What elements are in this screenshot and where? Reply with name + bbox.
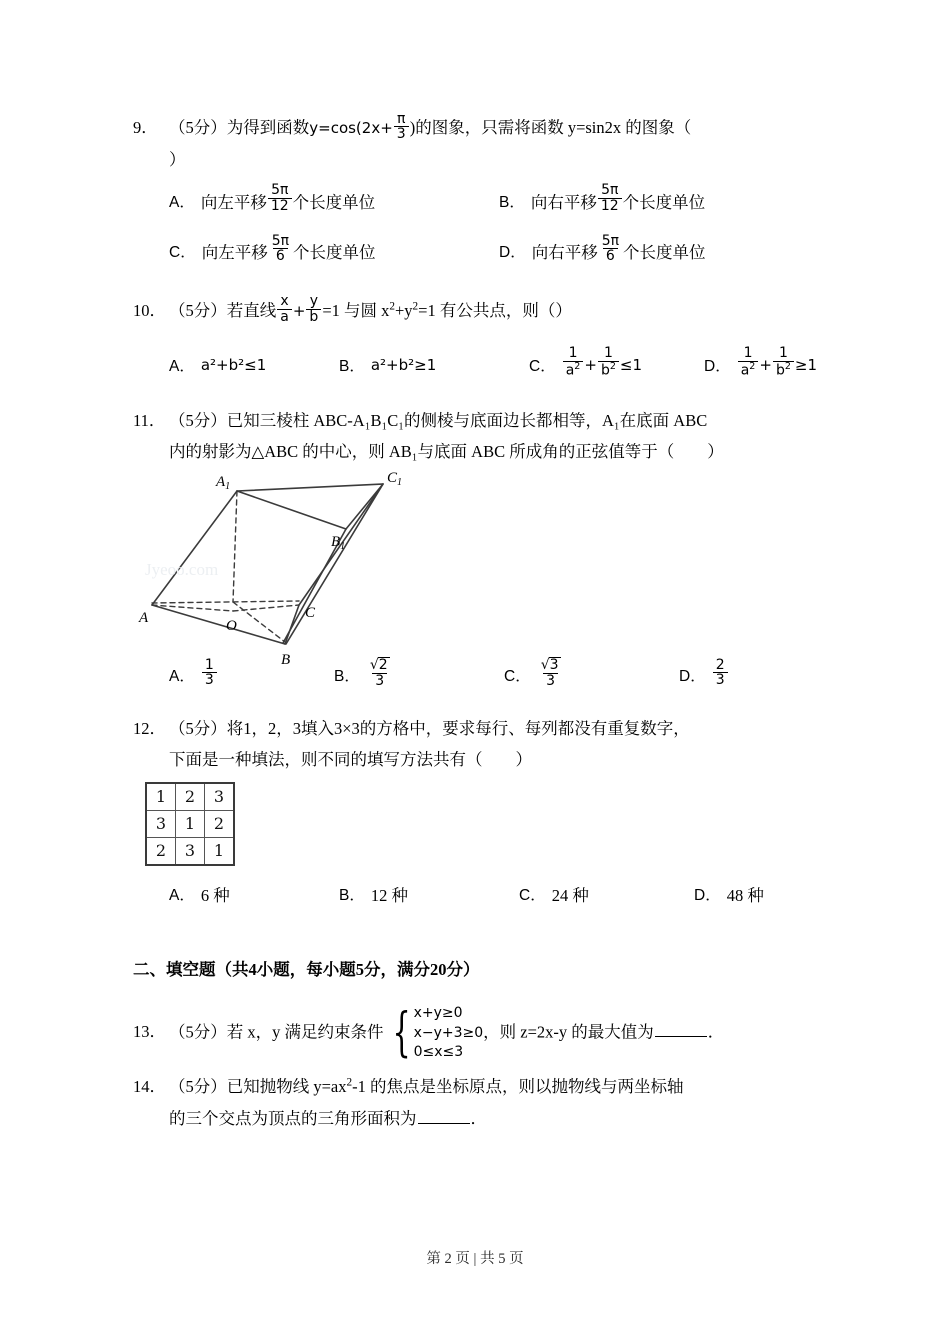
edge-a1-o-altitude <box>233 491 237 602</box>
question-13-stem <box>133 1004 823 1064</box>
edge-a1-a <box>152 491 237 605</box>
question-10-plus: + <box>292 301 306 320</box>
question-12-line1: 将1，2，3填入3×3的方格中，要求每行、每列都没有重复数字， <box>226 719 690 738</box>
option-d-op: + <box>759 355 772 374</box>
left-brace-icon: { <box>391 1002 411 1063</box>
question-14-line1-a: 已知抛物线 y=ax <box>226 1077 347 1097</box>
vertex-label-c: C <box>305 604 316 621</box>
option-label-a: A． <box>169 668 195 686</box>
option-label-c: C． <box>504 668 531 686</box>
option-label-d: D． <box>499 244 526 262</box>
edge-c1-b <box>286 484 383 644</box>
question-11 <box>133 405 823 468</box>
option-label-c: C． <box>529 357 556 375</box>
option-b-fraction: $\frac{5\pi}{12}$ <box>598 183 622 213</box>
page-content <box>133 0 823 1134</box>
question-14-line2-a: 的三个交点为顶点的三角形面积为 <box>169 1108 417 1128</box>
option-label-a: A． <box>169 357 195 375</box>
question-14-line2-b: ． <box>470 1108 487 1128</box>
question-10-fraction-y-b: $\frac{y}{b}$ <box>306 294 321 324</box>
question-13-stem-pre: 若 x，y 满足约束条件 <box>226 1022 384 1042</box>
grid-cell: 3 <box>146 810 176 837</box>
option-b-pre: 向右平移 <box>530 192 597 212</box>
grid-cell: 3 <box>205 783 235 811</box>
question-12-line2: 下面是一种填法，则不同的填写方法共有（ ） <box>169 750 532 770</box>
option-d-pre: 向右平移 <box>531 243 598 263</box>
question-10-stem-pre: 若直线 <box>226 300 277 320</box>
question-9-option-d[interactable] <box>499 232 706 266</box>
table-row <box>146 783 234 811</box>
question-10-stem <box>133 295 823 327</box>
question-9-options-row-1 <box>133 182 823 216</box>
grid-cell: 3 <box>176 837 205 865</box>
question-11-stem-line-2 <box>133 436 823 467</box>
question-12-option-c[interactable] <box>519 882 694 906</box>
option-label-b: B． <box>334 668 360 686</box>
question-10-option-c[interactable] <box>529 345 704 381</box>
option-label-b: B． <box>339 886 365 904</box>
question-9-fraction: $\frac{\pi}{3}$ <box>394 112 409 142</box>
question-10-stem-mid2: +y <box>394 300 413 320</box>
edge-a-b <box>152 605 285 644</box>
option-d-post: 个长度单位 <box>623 243 706 263</box>
question-9-option-c[interactable] <box>169 232 499 266</box>
question-13 <box>133 1004 823 1064</box>
question-11-stem-line-1 <box>133 405 823 436</box>
answer-blank[interactable] <box>655 1021 707 1037</box>
question-10-stem-end: ） <box>555 300 572 320</box>
vertex-label-b: B <box>281 651 291 668</box>
question-10-fraction-x-a: $\frac{x}{a}$ <box>277 294 292 324</box>
vertex-label-o: O <box>226 617 237 634</box>
system-row-3: 0≤x≤3 <box>413 1044 464 1061</box>
option-a-text: a²+b²≤1 <box>200 355 267 374</box>
option-d-fraction: $\frac{2}{3}$ <box>713 658 728 688</box>
option-label-d: D． <box>694 886 721 904</box>
option-a-text: 6 种 <box>200 885 230 905</box>
option-a-fraction: $\frac{5\pi}{12}$ <box>268 183 292 213</box>
question-9-options-row-2 <box>133 232 823 266</box>
option-c-op: + <box>584 355 597 374</box>
question-12-option-a[interactable] <box>169 882 339 906</box>
question-9-stem <box>133 112 823 144</box>
answer-blank[interactable] <box>418 1107 470 1123</box>
question-9-stem-pre: 为得到函数 <box>226 118 310 137</box>
question-12-stem-line-2 <box>133 744 823 775</box>
question-11-figure <box>133 468 823 668</box>
question-12-stem-line-1 <box>133 713 823 744</box>
grid-cell: 1 <box>146 783 176 811</box>
option-b-text: a²+b²≥1 <box>370 355 437 374</box>
question-14-sup: 2 <box>346 1076 353 1089</box>
option-a-post: 个长度单位 <box>292 192 376 212</box>
option-c-text: 24 种 <box>551 885 589 905</box>
question-9-stem-end-line <box>133 144 823 175</box>
option-label-a: A． <box>169 193 195 211</box>
option-d-fraction-1: $\frac{1}{a^2}$ <box>738 346 759 378</box>
option-label-c: C． <box>169 244 196 262</box>
vertex-label-c1: $C_1$ <box>387 469 403 488</box>
question-14-score: （5分） <box>169 1077 227 1097</box>
question-11-line1: 已知三棱柱 ABC‑A₁B₁C₁的侧棱与底面边长都相等，A₁在底面 ABC <box>226 410 708 430</box>
option-label-b: B． <box>499 193 525 211</box>
option-b-text: 12 种 <box>370 885 408 905</box>
question-9-option-b[interactable] <box>499 182 706 216</box>
question-12-options <box>133 882 823 906</box>
option-c-rel: ≤1 <box>619 355 643 374</box>
option-c-post: 个长度单位 <box>293 243 376 263</box>
question-10-number: 10． <box>133 300 166 320</box>
question-10-sup-1: 2 <box>389 300 395 312</box>
question-14 <box>133 1071 823 1134</box>
question-9-score: （5分） <box>169 118 227 137</box>
question-10-options <box>133 345 823 381</box>
question-10-option-a[interactable] <box>169 354 339 376</box>
vertex-label-b1: $B_1$ <box>331 533 346 552</box>
question-9 <box>133 112 823 176</box>
option-c-pre: 向左平移 <box>201 243 268 263</box>
system-row-1: x+y≥0 <box>413 1004 463 1021</box>
table-row <box>146 810 234 837</box>
question-13-system <box>384 1004 484 1064</box>
question-10-option-b[interactable] <box>339 354 529 376</box>
question-12-option-b[interactable] <box>339 882 519 906</box>
edge-o-c <box>233 605 299 611</box>
grid-cell: 2 <box>176 783 205 811</box>
option-d-fraction-2: $\frac{1}{b^2}$ <box>773 346 794 378</box>
question-14-line1-b: ‑1 的焦点是坐标原点，则以抛物线与两坐标轴 <box>352 1077 684 1097</box>
sqrt-icon: √ <box>540 657 550 674</box>
question-11-line2: 内的射影为△ABC 的中心，则 AB₁与底面 ABC 所成角的正弦值等于（ ） <box>169 442 724 462</box>
question-10 <box>133 295 823 327</box>
option-c-fraction: $\frac{5\pi}{6}$ <box>271 232 290 265</box>
question-13-number: 13． <box>133 1022 166 1042</box>
option-label-b: B． <box>339 357 365 375</box>
system-row-2: x−y+3≥0 <box>413 1024 484 1041</box>
sqrt-icon: √ <box>369 657 379 674</box>
option-a-fraction: $\frac{1}{3}$ <box>202 658 217 688</box>
option-b-fraction: $\frac{√2}{3}$ <box>369 657 388 689</box>
option-label-c: C． <box>519 886 546 904</box>
question-9-formula: y=cos(2x+ <box>309 119 393 137</box>
question-14-stem-line-2 <box>133 1103 823 1134</box>
option-d-text: 48 种 <box>726 885 764 905</box>
question-14-stem-line-1 <box>133 1071 823 1102</box>
question-13-stem-post-a: ，则 z=2x‑y 的最大值为 <box>483 1022 654 1042</box>
edge-a1-b1 <box>237 491 346 529</box>
grid-cell: 1 <box>176 810 205 837</box>
question-12-grid <box>145 782 235 866</box>
question-12-option-d[interactable] <box>694 882 764 906</box>
question-11-number: 11． <box>133 410 166 430</box>
option-d-rel: ≥1 <box>794 355 818 374</box>
edge-a-c-hidden <box>152 601 299 603</box>
question-10-score: （5分） <box>169 300 227 320</box>
edge-a1-c1 <box>237 484 383 491</box>
page-footer: 第 2 页 | 共 5 页 <box>426 1251 524 1267</box>
question-10-stem-mid: =1 与圆 x <box>322 300 390 320</box>
vertex-label-a: A <box>139 609 149 626</box>
question-12-score: （5分） <box>169 719 227 738</box>
question-14-number: 14． <box>133 1077 166 1097</box>
question-10-option-d[interactable] <box>704 345 818 381</box>
question-13-score: （5分） <box>169 1022 227 1042</box>
question-11-score: （5分） <box>169 410 227 430</box>
option-b-post: 个长度单位 <box>622 192 706 212</box>
question-10-sup-2: 2 <box>412 300 419 312</box>
question-9-stem-end: ） <box>169 150 186 170</box>
option-d-fraction: $\frac{5\pi}{6}$ <box>601 232 620 265</box>
grid-cell: 2 <box>146 837 176 865</box>
question-9-number: 9． <box>133 118 158 137</box>
figure-watermark: Jyeoo.com <box>145 559 219 579</box>
question-12-number: 12． <box>133 719 166 738</box>
vertex-label-a1: $A_1$ <box>216 473 231 492</box>
option-label-d: D． <box>679 668 706 686</box>
option-c-fraction-2: $\frac{1}{b^2}$ <box>598 346 619 378</box>
section-header-fill-in-blank: 二、填空题（共4小题，每小题5分，满分20分） <box>133 959 480 979</box>
question-12 <box>133 713 823 776</box>
option-a-pre: 向左平移 <box>200 192 267 212</box>
option-label-a: A． <box>169 886 195 904</box>
grid-cell: 2 <box>205 810 235 837</box>
grid-cell: 1 <box>205 837 235 865</box>
question-9-stem-mid: )的图象，只需将函数 y=sin2x 的图象（ <box>409 118 692 137</box>
option-c-fraction-1: $\frac{1}{a^2}$ <box>563 346 584 378</box>
question-13-stem-post-b: ． <box>707 1022 725 1042</box>
triangular-prism-svg <box>133 468 433 668</box>
question-10-stem-mid3: =1 有公共点，则（ <box>418 300 556 320</box>
question-9-option-a[interactable] <box>169 182 499 216</box>
option-label-d: D． <box>704 357 731 375</box>
table-row <box>146 837 234 865</box>
option-c-fraction: $\frac{√3}{3}$ <box>540 657 559 689</box>
